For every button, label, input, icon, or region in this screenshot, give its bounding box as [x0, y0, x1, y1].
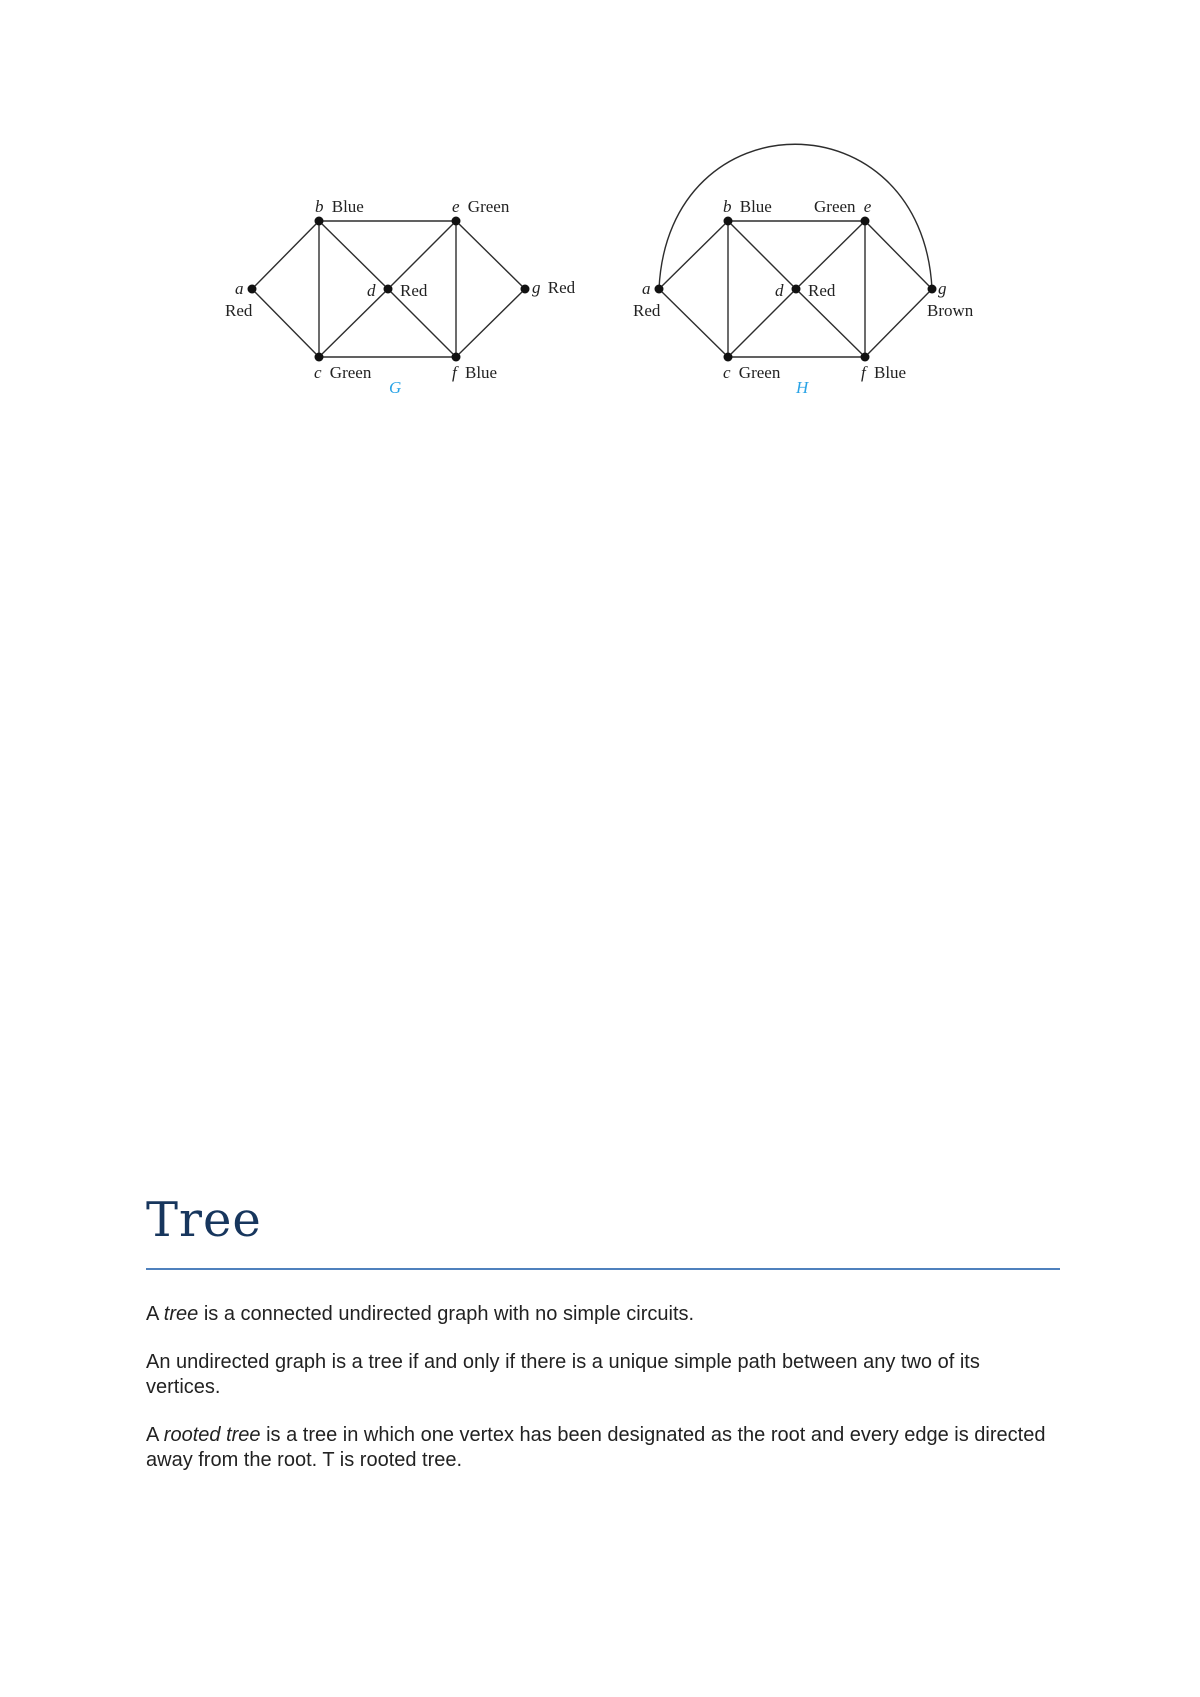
- label-G-a: [235, 279, 244, 298]
- label-H-g: [938, 279, 947, 298]
- label-H-d: [775, 281, 784, 300]
- label-G-e-name: e: [452, 197, 460, 216]
- label-H-e-name: e: [863, 197, 872, 216]
- p1-rest: is a connected undirected graph with no simple circuits.: [198, 1303, 695, 1325]
- edge-H-a-g-arc: [659, 144, 932, 289]
- vertex-H-c: [724, 353, 733, 362]
- p3-term: rooted tree: [163, 1424, 261, 1446]
- label-G-b: [315, 197, 364, 216]
- label-G-g: [532, 278, 576, 297]
- edge-H-d-e: [796, 221, 865, 289]
- label-H-e-color: Green: [814, 197, 856, 216]
- label-G-d-color: Red: [400, 281, 428, 300]
- p3-lead: A: [146, 1424, 164, 1446]
- edge-H-f-g: [865, 289, 932, 357]
- graph-H: [633, 144, 974, 397]
- label-H-g-color: Brown: [927, 301, 974, 320]
- label-H-d-name: d: [775, 281, 784, 300]
- graph-H-name: H: [796, 378, 809, 397]
- vertex-H-e: [861, 217, 870, 226]
- graph-G: [225, 197, 576, 397]
- label-G-d-name: d: [367, 281, 376, 300]
- vertex-G-c: [315, 353, 324, 362]
- p3-rest: is a tree in which one vertex has been designated as the root and every edge is directed away from the root. T is rooted tree.: [146, 1424, 1046, 1471]
- edge-H-a-b: [659, 221, 728, 289]
- vertex-G-b: [315, 217, 324, 226]
- paragraph-tree-definition: [146, 1302, 1046, 1327]
- label-G-c: [314, 363, 372, 382]
- graph-G-name: G: [389, 378, 402, 397]
- label-H-e: [814, 197, 872, 216]
- label-H-g-name: g: [938, 279, 947, 298]
- label-G-b-name: b: [315, 197, 324, 216]
- vertex-H-f: [861, 353, 870, 362]
- label-G-g-name: g: [532, 278, 541, 297]
- label-H-b: [723, 197, 772, 216]
- edge-G-a-b: [252, 221, 319, 289]
- label-H-f-color: Blue: [873, 363, 907, 382]
- vertex-G-d: [384, 285, 393, 294]
- label-H-b-name: b: [723, 197, 732, 216]
- edge-H-b-d: [728, 221, 796, 289]
- edge-H-a-c: [659, 289, 728, 357]
- label-G-d: [367, 281, 376, 300]
- vertex-H-a: [655, 285, 664, 294]
- label-H-f: [861, 363, 906, 382]
- label-H-a-color: Red: [633, 301, 661, 320]
- label-G-f-name: f: [452, 363, 457, 382]
- edge-G-c-d: [319, 289, 388, 357]
- edge-G-b-d: [319, 221, 388, 289]
- label-G-e-color: Green: [467, 197, 510, 216]
- vertex-G-e: [452, 217, 461, 226]
- p1-term: tree: [163, 1303, 199, 1325]
- vertex-G-a: [248, 285, 257, 294]
- heading-underline: [146, 1268, 1060, 1270]
- label-G-f: [452, 363, 497, 382]
- edge-G-e-g: [456, 221, 525, 289]
- graph-coloring-svg: [0, 0, 1200, 420]
- vertex-H-d: [792, 285, 801, 294]
- label-H-c-color: Green: [738, 363, 781, 382]
- paragraph-unique-path: An undirected graph is a tree if and only if there is a unique simple path between any two of its vertices.: [146, 1351, 980, 1398]
- graph-coloring-figure: [0, 0, 1200, 420]
- vertex-H-b: [724, 217, 733, 226]
- edge-G-f-g: [456, 289, 525, 357]
- label-H-c: [723, 363, 781, 382]
- label-H-a-name: a: [642, 279, 651, 298]
- vertex-G-g: [521, 285, 530, 294]
- edge-G-d-e: [388, 221, 456, 289]
- vertex-G-f: [452, 353, 461, 362]
- label-H-c-name: c: [723, 363, 731, 382]
- label-H-d-color: Red: [808, 281, 836, 300]
- label-G-c-color: Green: [329, 363, 372, 382]
- label-G-b-color: Blue: [331, 197, 364, 216]
- label-G-a-name: a: [235, 279, 244, 298]
- label-G-a-color: Red: [225, 301, 253, 320]
- label-H-f-name: f: [861, 363, 866, 382]
- label-G-f-color: Blue: [464, 363, 498, 382]
- section-heading-tree: Tree: [146, 1192, 262, 1248]
- edge-H-c-d: [728, 289, 796, 357]
- edge-H-e-g: [865, 221, 932, 289]
- p1-lead: A: [146, 1303, 164, 1325]
- edge-G-a-c: [252, 289, 319, 357]
- label-H-a: [642, 279, 651, 298]
- label-G-g-color: Red: [547, 278, 576, 297]
- paragraph-rooted-tree: [146, 1423, 1046, 1473]
- vertex-H-g: [928, 285, 937, 294]
- label-G-e: [452, 197, 510, 216]
- label-H-b-color: Blue: [739, 197, 772, 216]
- label-G-c-name: c: [314, 363, 322, 382]
